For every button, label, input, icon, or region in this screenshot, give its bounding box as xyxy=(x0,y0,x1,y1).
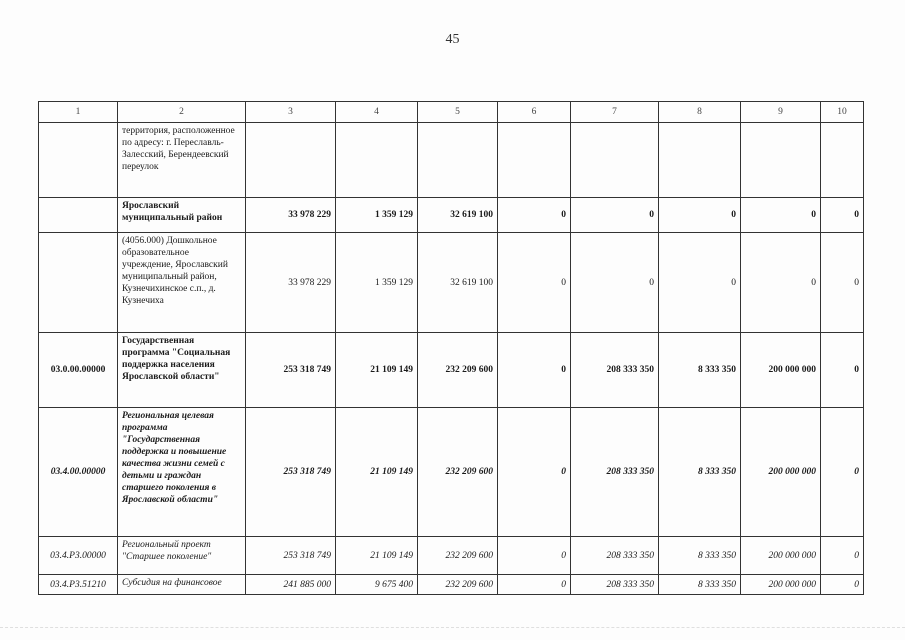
row-code: 03.4.P3.00000 xyxy=(39,537,118,575)
cell-value xyxy=(418,123,498,198)
cell-value: 0 xyxy=(498,233,571,333)
cell-value: 1 359 129 xyxy=(336,198,418,233)
cell-value xyxy=(821,123,864,198)
cell-value: 200 000 000 xyxy=(741,408,821,537)
cell-value: 21 109 149 xyxy=(336,333,418,408)
cell-value: 0 xyxy=(498,333,571,408)
cell-value xyxy=(246,123,336,198)
row-name: Региональный проект "Старшее поколение" xyxy=(118,537,246,575)
column-number: 4 xyxy=(336,102,418,123)
cell-value xyxy=(336,123,418,198)
cell-value xyxy=(498,123,571,198)
cell-value: 232 209 600 xyxy=(418,408,498,537)
column-number: 9 xyxy=(741,102,821,123)
cell-value: 0 xyxy=(659,198,741,233)
row-code: 03.0.00.00000 xyxy=(39,333,118,408)
cell-value: 0 xyxy=(821,233,864,333)
cell-value: 21 109 149 xyxy=(336,408,418,537)
cell-value: 32 619 100 xyxy=(418,233,498,333)
cell-value: 8 333 350 xyxy=(659,575,741,595)
row-code xyxy=(39,123,118,198)
row-code xyxy=(39,233,118,333)
page-number: 45 xyxy=(445,32,460,47)
cell-value: 0 xyxy=(659,233,741,333)
column-number: 5 xyxy=(418,102,498,123)
cell-value: 208 333 350 xyxy=(571,537,659,575)
cell-value: 0 xyxy=(821,408,864,537)
cell-value: 232 209 600 xyxy=(418,537,498,575)
cell-value: 253 318 749 xyxy=(246,537,336,575)
table-header-row xyxy=(39,102,864,123)
cell-value: 0 xyxy=(498,537,571,575)
row-name: (4056.000) Дошкольное образовательное учреждение, Ярославский муниципальный район, Кузнечихинское с.п., д. Кузнечиха xyxy=(118,233,246,333)
column-number: 1 xyxy=(39,102,118,123)
cell-value: 0 xyxy=(498,198,571,233)
cell-value: 0 xyxy=(821,198,864,233)
table-row xyxy=(39,123,864,198)
row-name: Ярославский муниципальный район xyxy=(118,198,246,233)
column-number: 3 xyxy=(246,102,336,123)
cell-value: 8 333 350 xyxy=(659,408,741,537)
cell-value: 32 619 100 xyxy=(418,198,498,233)
cell-value: 0 xyxy=(821,537,864,575)
column-number: 6 xyxy=(498,102,571,123)
table-row xyxy=(39,333,864,408)
cell-value: 21 109 149 xyxy=(336,537,418,575)
column-number: 8 xyxy=(659,102,741,123)
cell-value: 8 333 350 xyxy=(659,537,741,575)
cell-value: 253 318 749 xyxy=(246,333,336,408)
cell-value: 0 xyxy=(571,233,659,333)
cell-value: 33 978 229 xyxy=(246,233,336,333)
row-name: Государственная программа "Социальная поддержка населения Ярославской области" xyxy=(118,333,246,408)
cell-value: 200 000 000 xyxy=(741,333,821,408)
cell-value: 0 xyxy=(571,198,659,233)
table-row xyxy=(39,408,864,537)
cell-value: 1 359 129 xyxy=(336,233,418,333)
table-row xyxy=(39,233,864,333)
cell-value: 208 333 350 xyxy=(571,575,659,595)
row-name: Региональная целевая программа "Государственная поддержка и повышение качества жизни семей с детьми и граждан старшего поколения в Ярославской области" xyxy=(118,408,246,537)
row-code: 03.4.P3.51210 xyxy=(39,575,118,595)
cell-value xyxy=(659,123,741,198)
cell-value: 200 000 000 xyxy=(741,537,821,575)
row-name: территория, расположенное по адресу: г. Переславль-Залесский, Берендеевский переулок xyxy=(118,123,246,198)
row-name: Субсидия на финансовое xyxy=(118,575,246,595)
cell-value xyxy=(741,123,821,198)
column-number: 7 xyxy=(571,102,659,123)
row-code: 03.4.00.00000 xyxy=(39,408,118,537)
budget-table xyxy=(38,101,864,595)
cell-value: 0 xyxy=(741,198,821,233)
cell-value: 33 978 229 xyxy=(246,198,336,233)
table-row xyxy=(39,537,864,575)
cell-value: 0 xyxy=(498,575,571,595)
table-row xyxy=(39,575,864,595)
table-row xyxy=(39,198,864,233)
cell-value: 0 xyxy=(821,575,864,595)
cell-value: 241 885 000 xyxy=(246,575,336,595)
cell-value: 9 675 400 xyxy=(336,575,418,595)
cell-value: 208 333 350 xyxy=(571,408,659,537)
cell-value: 0 xyxy=(821,333,864,408)
cell-value: 232 209 600 xyxy=(418,333,498,408)
column-number: 10 xyxy=(821,102,864,123)
cell-value: 200 000 000 xyxy=(741,575,821,595)
cell-value: 0 xyxy=(498,408,571,537)
cell-value: 0 xyxy=(741,233,821,333)
cell-value: 253 318 749 xyxy=(246,408,336,537)
cell-value: 208 333 350 xyxy=(571,333,659,408)
cell-value: 232 209 600 xyxy=(418,575,498,595)
scan-artifact-line xyxy=(0,627,905,638)
cell-value xyxy=(571,123,659,198)
cell-value: 8 333 350 xyxy=(659,333,741,408)
column-number: 2 xyxy=(118,102,246,123)
row-code xyxy=(39,198,118,233)
